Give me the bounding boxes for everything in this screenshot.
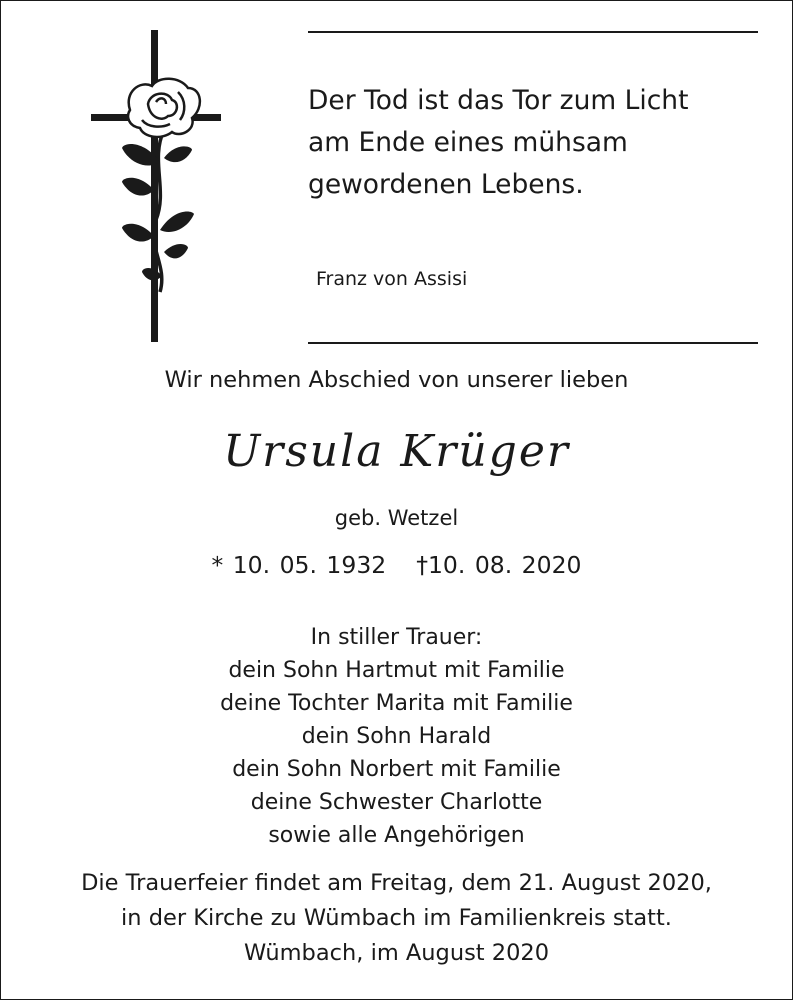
mourners-heading: In stiller Trauer: <box>310 625 483 650</box>
birth-date: * 10. 05. 1932 <box>211 551 387 579</box>
life-dates <box>0 551 793 579</box>
mourner-line: dein Sohn Harald <box>301 724 492 749</box>
mourner-line: deine Tochter Marita mit Familie <box>220 691 573 716</box>
quote-line: Der Tod ist das Tor zum Licht <box>308 85 689 116</box>
maiden-name: geb. Wetzel <box>334 506 459 530</box>
service-line: Die Trauerfeier findet am Freitag, dem 21. August 2020, <box>81 870 712 896</box>
place-date-line: Wümbach, im August 2020 <box>243 940 550 966</box>
service-line: in der Kirche zu Wümbach im Familienkreis statt. <box>121 905 672 931</box>
quote-author: Franz von Assisi <box>316 268 468 290</box>
quote-line: gewordenen Lebens. <box>308 169 584 200</box>
top-rule <box>308 31 758 33</box>
mourner-line: sowie alle Angehörigen <box>268 823 525 848</box>
quote-line: am Ende eines mühsam <box>308 127 628 158</box>
service-info <box>0 866 793 971</box>
mourner-line: dein Sohn Hartmut mit Familie <box>228 658 565 683</box>
death-date: †10. 08. 2020 <box>416 551 582 579</box>
mourners-list <box>0 621 793 852</box>
intro-text: Wir nehmen Abschied von unserer lieben <box>164 367 629 393</box>
quote-text <box>308 80 758 206</box>
deceased-name: Ursula Krüger <box>223 426 570 477</box>
cross-with-rose-icon <box>88 30 224 346</box>
mourner-line: deine Schwester Charlotte <box>250 790 543 815</box>
bottom-rule <box>308 342 758 344</box>
mourner-line: dein Sohn Norbert mit Familie <box>232 757 561 782</box>
